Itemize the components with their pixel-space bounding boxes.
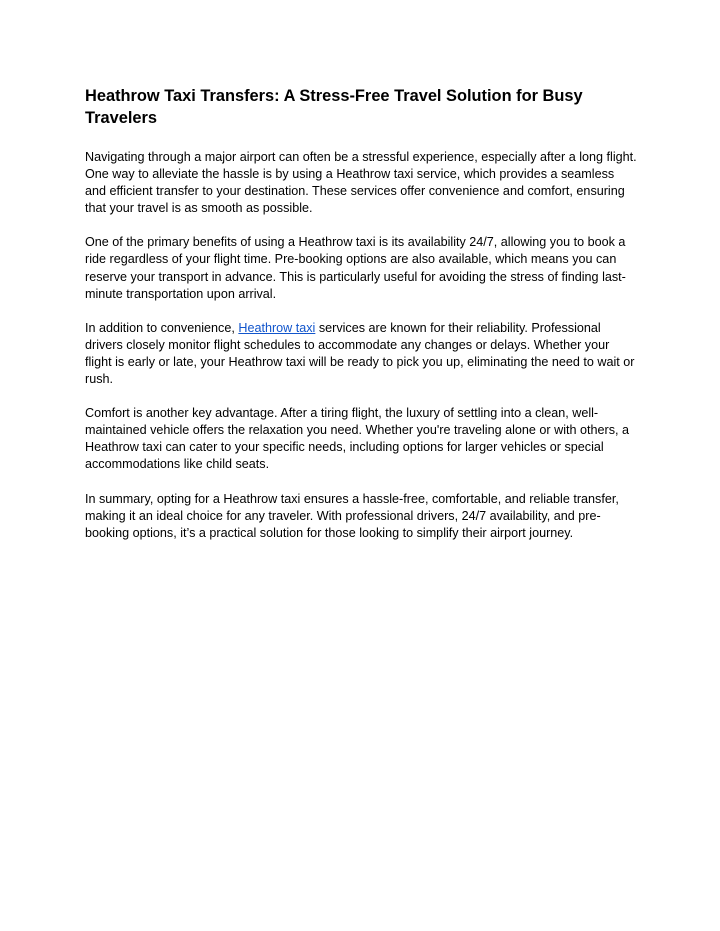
spacer	[85, 217, 637, 234]
paragraph-reliability	[85, 320, 637, 388]
document-body	[85, 85, 637, 542]
document-title: Heathrow Taxi Transfers: A Stress-Free Travel Solution for Busy Travelers	[85, 87, 583, 127]
paragraph-intro: Navigating through a major airport can often be a stressful experience, especially after a long flight. One way to alleviate the hassle is by using a Heathrow taxi service, which provides a seamless and efficient transfer to your destination. These services offer convenience and comfort, ensuring that your travel is as smooth as possible.	[85, 150, 637, 216]
paragraph-comfort: Comfort is another key advantage. After a tiring flight, the luxury of settling into a clean, well-maintained vehicle offers the relaxation you need. Whether you're traveling alone or with others, a Heathrow taxi can cater to your specific needs, including options for larger vehicles or special accommodations like child seats.	[85, 406, 630, 472]
paragraph-reliability-rest: services are known for their reliability. Professional drivers closely monitor flight schedules to accommodate any changes or delays. Whether your flight is early or late, your Heathrow taxi will be ready to pick you up, eliminating the need to wait or rush.	[85, 320, 635, 387]
heathrow-taxi-link[interactable]: Heathrow taxi	[238, 320, 316, 335]
spacer	[85, 303, 637, 320]
spacer	[85, 474, 637, 491]
paragraph-availability: One of the primary benefits of using a Heathrow taxi is its availability 24/7, allowing you to book a ride regardless of your flight time. Pre-booking options are also available, which means you can reserve your transport in advance. This is particularly useful for avoiding the stress of finding last-minute transportation upon arrival.	[85, 235, 626, 301]
paragraph-summary: In summary, opting for a Heathrow taxi ensures a hassle-free, comfortable, and reliable transfer, making it an ideal choice for any traveler. With professional drivers, 24/7 availability, and pre-booking options, it’s a practical solution for those looking to simplify their airport journey.	[85, 491, 619, 540]
spacer	[85, 388, 637, 405]
paragraph-reliability-lead: In addition to convenience,	[85, 320, 239, 335]
spacer	[85, 129, 637, 149]
